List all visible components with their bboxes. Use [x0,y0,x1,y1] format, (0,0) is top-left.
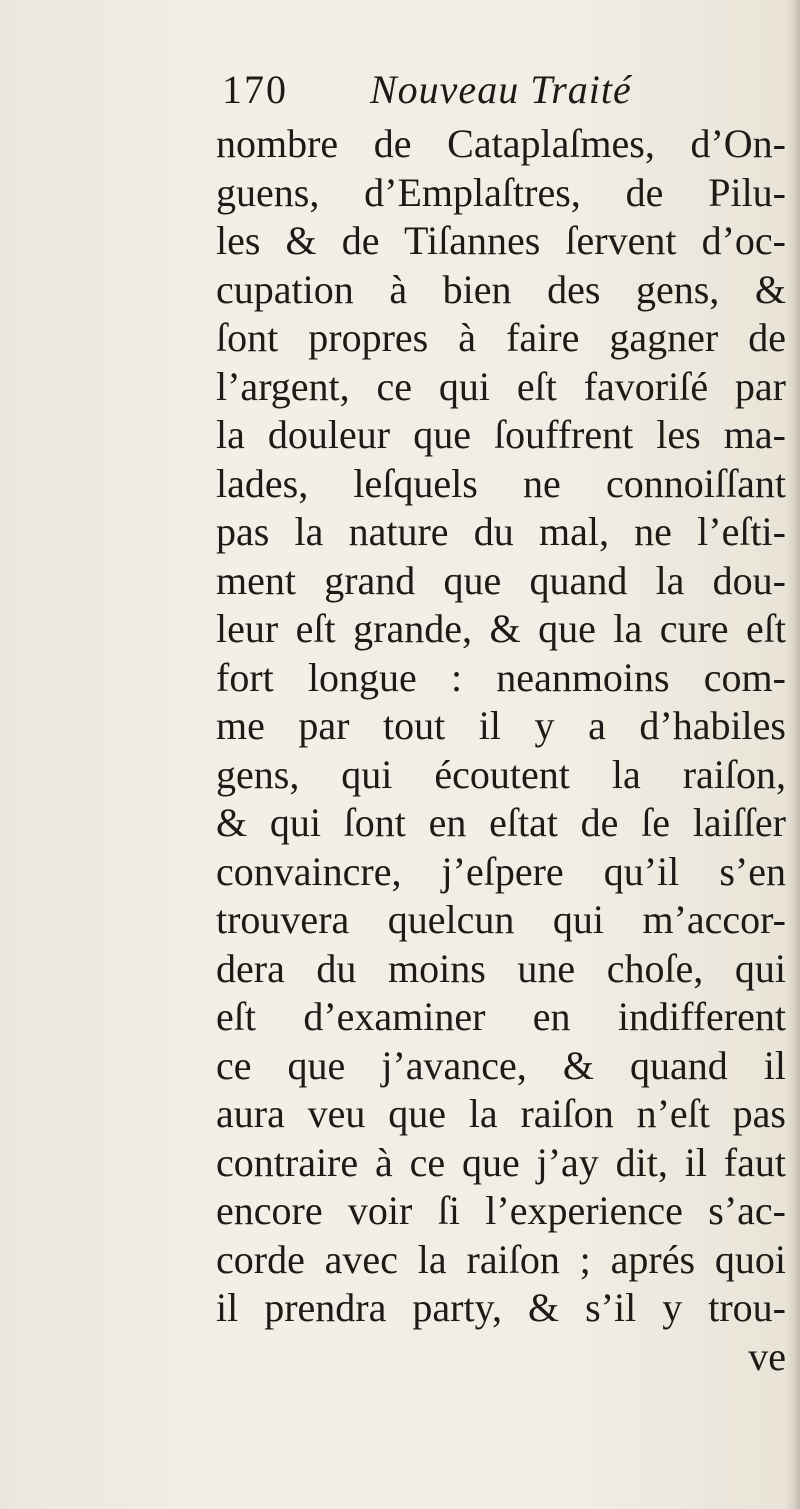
text-line: guens, d’Emplaſtres, de Pilu- [216,169,786,215]
text-line: encore voir ſi l’experience s’ac- [216,1188,786,1233]
text-line: pas la nature du mal, ne l’eſti- [216,509,786,554]
text-line: contraire à ce que j’ay dit, il faut [216,1139,786,1185]
text-line: nombre de Cataplaſmes, d’On- [216,121,786,166]
body-text [216,120,786,1381]
text-line: eſt d’examiner en indifferent [216,994,786,1039]
text-line: ce que j’avance, & quand il [216,1042,786,1088]
text-line: corde avec la raiſon ; aprés quoi [216,1236,786,1282]
catchword: ve [748,1333,786,1379]
page-edge-shadow [786,0,800,1509]
text-line: cupation à bien des gens, & [216,266,786,312]
page-number: 170 [222,67,288,112]
text-line: me par tout il y a d’habiles [216,703,786,748]
text-line: leur eſt grande, & que la cure eſt [216,606,786,651]
text-line: trouvera quelcun qui m’accor- [216,897,786,942]
text-line: convaincre, j’eſpere qu’il s’en [216,848,786,894]
text-line: dera du moins une choſe, qui [216,945,786,991]
text-line: ment grand que quand la dou- [216,557,786,603]
text-line: gens, qui écoutent la raiſon, [216,751,786,797]
text-line: fort longue : neanmoins com- [216,654,786,700]
text-line: l’argent, ce qui eſt favoriſé par [216,363,786,409]
text-line: lades, leſquels ne connoiſſant [216,460,786,506]
text-line: ſont propres à faire gagner de [216,315,786,360]
page-header [222,60,742,120]
text-line: la douleur que ſouffrent les ma- [216,412,786,457]
text-line: & qui ſont en eſtat de ſe laiſſer [216,800,786,845]
text-line: il prendra party, & s’il y trou- [216,1285,786,1330]
text-line: aura veu que la raiſon n’eſt pas [216,1091,786,1136]
text-line: les & de Tiſannes ſervent d’oc- [216,218,786,263]
running-head: Nouveau Traité [370,67,632,112]
